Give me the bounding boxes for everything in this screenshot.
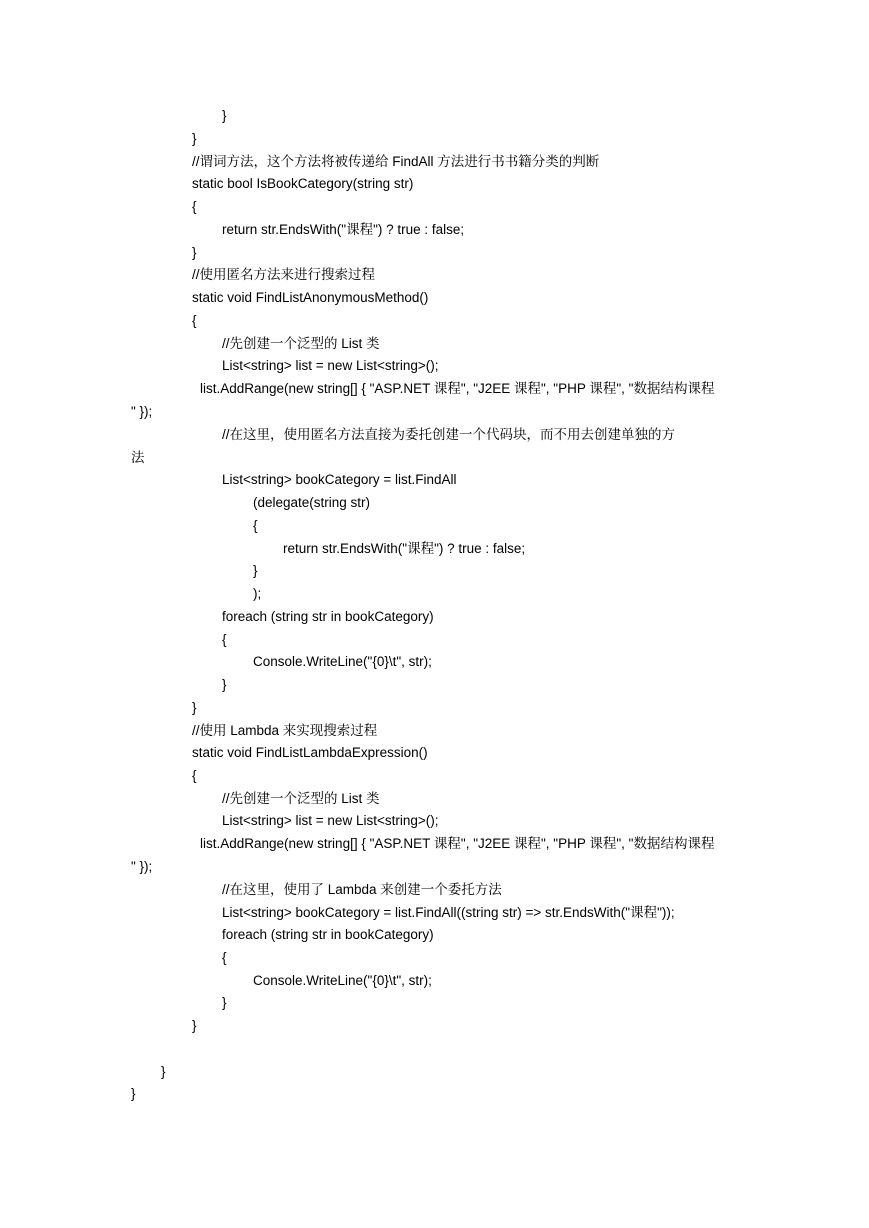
- code-line: 法: [131, 450, 145, 465]
- code-line: static bool IsBookCategory(string str): [192, 176, 414, 191]
- code-line: list.AddRange(new string[] { "ASP.NET 课程", "J2EE 课程", "PHP 课程", "数据结构课程: [200, 381, 715, 396]
- code-line: }: [222, 108, 227, 123]
- code-line: {: [253, 518, 258, 533]
- code-line: foreach (string str in bookCategory): [222, 609, 434, 624]
- code-line: " });: [131, 859, 153, 874]
- code-line: //使用匿名方法来进行搜索过程: [192, 267, 376, 282]
- code-line: );: [253, 586, 262, 601]
- code-line: }: [222, 995, 227, 1010]
- code-line: {: [192, 768, 197, 783]
- code-line: List<string> list = new List<string>();: [222, 358, 439, 373]
- code-line: {: [192, 199, 197, 214]
- code-line: {: [222, 632, 227, 647]
- code-line: }: [192, 700, 197, 715]
- code-line: }: [253, 563, 258, 578]
- code-line: {: [192, 313, 197, 328]
- code-line: List<string> list = new List<string>();: [222, 813, 439, 828]
- code-line: {: [222, 950, 227, 965]
- code-line: Console.WriteLine("{0}\t", str);: [253, 973, 432, 988]
- code-line: return str.EndsWith("课程") ? true : false;: [222, 222, 465, 237]
- code-line: //在这里，使用匿名方法直接为委托创建一个代码块，而不用去创建单独的方: [222, 427, 676, 442]
- code-line: //在这里，使用了 Lambda 来创建一个委托方法: [222, 882, 502, 897]
- code-line: List<string> bookCategory = list.FindAll((string str) => str.EndsWith("课程"));: [222, 905, 675, 920]
- code-line: static void FindListAnonymousMethod(): [192, 290, 429, 305]
- code-line: //先创建一个泛型的 List 类: [222, 336, 380, 351]
- code-line: //先创建一个泛型的 List 类: [222, 791, 380, 806]
- code-line: List<string> bookCategory = list.FindAll: [222, 472, 457, 487]
- code-line: }: [131, 1086, 136, 1101]
- code-line: }: [192, 131, 197, 146]
- code-line: list.AddRange(new string[] { "ASP.NET 课程", "J2EE 课程", "PHP 课程", "数据结构课程: [200, 836, 715, 851]
- code-line: static void FindListLambdaExpression(): [192, 745, 428, 760]
- code-line: }: [161, 1064, 166, 1079]
- code-line: foreach (string str in bookCategory): [222, 927, 434, 942]
- code-line: return str.EndsWith("课程") ? true : false;: [283, 541, 526, 556]
- code-line: " });: [131, 404, 153, 419]
- code-line: }: [192, 1018, 197, 1033]
- code-line: //使用 Lambda 来实现搜索过程: [192, 723, 378, 738]
- code-line: //谓词方法，这个方法将被传递给 FindAll 方法进行书书籍分类的判断: [192, 154, 600, 169]
- code-line: Console.WriteLine("{0}\t", str);: [253, 654, 432, 669]
- code-line: }: [192, 245, 197, 260]
- code-line: (delegate(string str): [253, 495, 371, 510]
- code-line: }: [222, 677, 227, 692]
